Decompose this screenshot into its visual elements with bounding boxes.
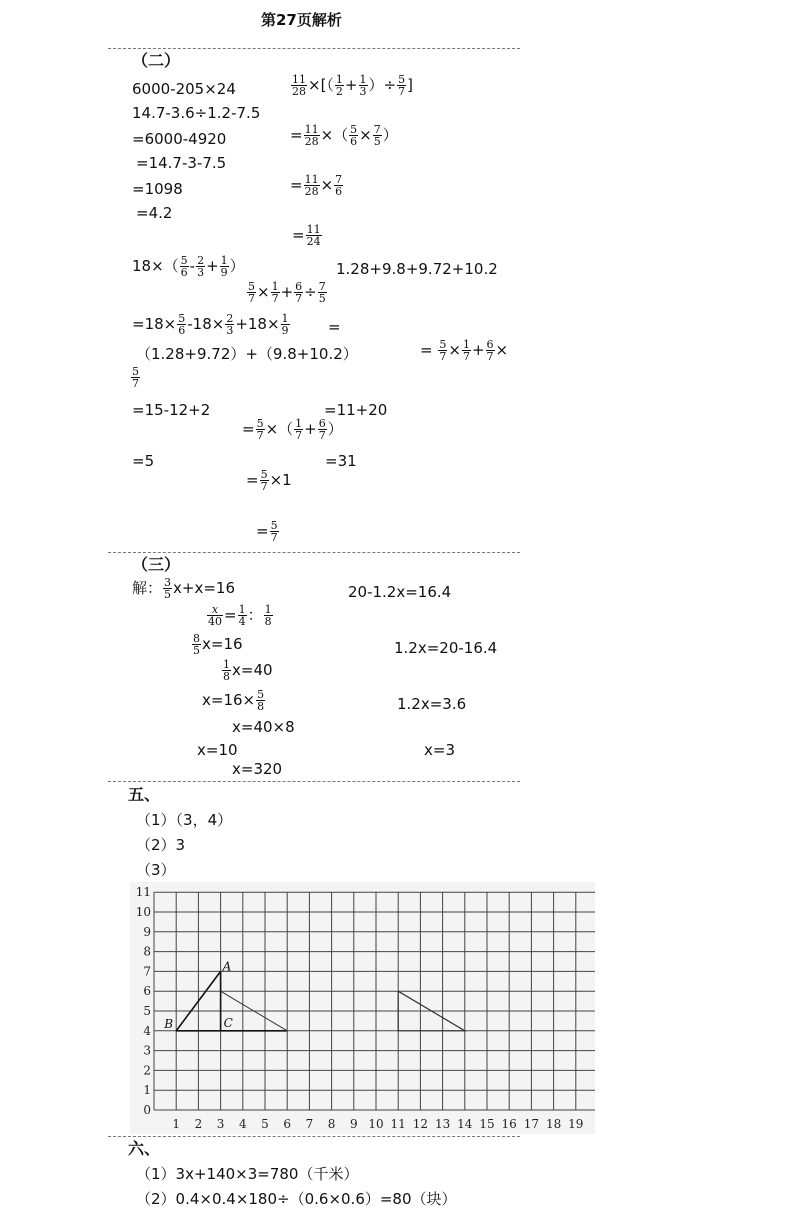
fraction: $\frac{2}{3}$ [226,312,234,337]
fraction: $\frac{1}{2}$ [335,73,343,98]
expr-line: 1.28+9.8+9.72+10.2 [336,260,498,278]
x-tick-label: 6 [283,1117,292,1131]
y-tick-label: 1 [143,1083,151,1098]
x-tick-label: 17 [523,1117,540,1131]
fraction: $\frac{5}{8}$ [257,688,265,713]
fraction: $\frac{1}{4}$ [238,603,246,628]
divider [108,1136,520,1137]
x-tick-label: 7 [305,1117,314,1131]
coordinate-grid-figure [130,882,595,1134]
fraction: $\frac{1}{7}$ [295,417,303,442]
equation-line: 解： $\frac{3}{5}$ x+x=16 [132,576,235,601]
step-line [130,366,141,389]
fraction: $\frac{5}{7}$ [260,468,268,493]
equation-line: 1.2x=20-16.4 [394,639,498,657]
point-label-A: A [222,959,232,974]
y-tick-label: 10 [135,905,151,919]
answer-line: （1）3x+140×3=780（千米） [136,1165,359,1183]
equation-line: x=16× $\frac{5}{8}$ [202,688,265,713]
expr-line: 18×（ $\frac{5}{6}$ - $\frac{2}{3}$ + $\frac{1}{9}$ ） [132,254,245,279]
fraction: $\frac{5}{6}$ [180,254,188,279]
fraction: $\frac{5}{7}$ [248,280,255,305]
fraction: $\frac{7}{6}$ [335,173,343,198]
fraction: $\frac{2}{3}$ [197,254,205,279]
page-title: 第27页解析 [261,11,342,29]
fraction: $\frac{5}{7}$ [256,417,264,442]
section-heading-6: 六、 [128,1139,161,1158]
equation-line: x=320 [232,760,283,778]
y-tick-label: 3 [143,1043,151,1058]
fraction: $\frac{11}{28}$ [304,173,319,198]
section-heading-5: 五、 [128,785,161,804]
divider [108,48,520,49]
section-heading-3: （三） [132,555,181,574]
y-tick-label: 4 [143,1023,151,1038]
answer-line: （2）0.4×0.4×180÷（0.6×0.6）=80（块） [136,1190,457,1208]
fraction: $\frac{6}{7}$ [295,280,303,305]
y-tick-label: 0 [143,1103,151,1117]
step-line: = $\frac{11}{28}$ ×（ $\frac{5}{6}$ × $\frac{7}{5}$ ） [290,123,398,148]
step-line: =11+20 [324,401,388,419]
y-tick-label: 8 [143,944,151,959]
y-tick-label: 7 [143,964,151,979]
x-tick-label: 3 [216,1117,225,1131]
x-tick-label: 13 [434,1117,451,1131]
point-label-B: B [164,1016,174,1031]
fraction: $\frac{1}{3}$ [359,73,367,98]
fraction: $\frac{5}{7}$ [398,73,406,98]
step-line: = $\frac{11}{24}$ [292,223,321,248]
x-tick-label: 16 [501,1117,517,1131]
point-label-C: C [223,1015,233,1030]
x-tick-label: 10 [368,1117,384,1131]
fraction: $\frac{1}{8}$ [223,658,230,683]
x-tick-label: 14 [457,1117,473,1131]
step-line: = [328,318,341,336]
fraction: $\frac{6}{7}$ [486,338,494,363]
y-tick-label: 9 [143,924,151,939]
fraction: $\frac{11}{28}$ [304,123,319,148]
step-line: = $\frac{11}{28}$ × $\frac{7}{6}$ [290,173,343,198]
expr-line: 6000-205×24 [132,80,236,98]
fraction: $\frac{1}{7}$ [462,338,470,363]
equation-line: x=3 [424,741,455,759]
equation-line: x=40×8 [232,718,295,736]
fraction: $\frac{3}{5}$ [164,576,172,601]
fraction: $\frac{1}{9}$ [220,254,228,279]
fraction: $\frac{x}{40}$ [208,603,222,628]
equation-line: 20-1.2x=16.4 [348,583,452,601]
fraction: $\frac{11}{24}$ [306,223,321,248]
step-line: = $\frac{5}{7}$ × $\frac{1}{7}$ + $\frac{6}{7}$ × [420,338,509,363]
divider [108,552,520,553]
x-tick-label: 19 [568,1117,584,1131]
x-tick-label: 4 [238,1117,247,1131]
fraction: $\frac{5}{7}$ [132,365,139,390]
x-tick-label: 1 [172,1117,181,1131]
answer-line: （1）（3，4） [136,811,233,829]
step-line: = $\frac{5}{7}$ ×（ $\frac{1}{7}$ + $\frac{6}{7}$ ） [242,417,343,442]
expr-line: $\frac{5}{7}$ × $\frac{1}{7}$ + $\frac{6}{7}$ ÷ $\frac{7}{5}$ [248,280,326,305]
fraction: $\frac{7}{5}$ [373,123,381,148]
step-line: =18× $\frac{5}{6}$ -18× $\frac{2}{3}$ +18× $\frac{1}{9}$ [132,312,289,337]
step-line: =1098 [132,180,183,198]
step-line: =31 [325,452,357,470]
y-tick-label: 5 [143,1004,151,1018]
expr-line: 14.7-3.6÷1.2-7.5 [132,104,261,122]
x-tick-label: 5 [261,1117,269,1131]
grid-background [130,882,595,1134]
fraction: $\frac{7}{5}$ [318,280,326,305]
step-line: =5 [132,452,155,470]
fraction: $\frac{5}{7}$ [439,338,447,363]
x-tick-label: 12 [412,1117,429,1131]
fraction: $\frac{5}{6}$ [350,123,358,148]
step-line: =4.2 [136,204,173,222]
y-tick-label: 11 [135,885,151,900]
answer-line: （3） [136,861,176,879]
x-tick-label: 15 [479,1117,495,1131]
step-line: =6000-4920 [132,130,227,148]
x-tick-label: 18 [545,1117,562,1131]
step-line: =15-12+2 [132,401,211,419]
step-line: = $\frac{5}{7}$ [256,519,278,544]
equation-line: 1.2x=3.6 [397,695,467,713]
fraction: $\frac{1}{8}$ [264,603,272,628]
fraction: $\frac{6}{7}$ [318,417,326,442]
answer-line: （2）3 [136,836,186,854]
equation-line: $\frac{8}{5}$ x=16 [193,632,243,657]
fraction: $\frac{8}{5}$ [193,632,200,657]
fraction: $\frac{5}{6}$ [178,312,186,337]
divider [108,781,520,782]
y-tick-label: 2 [143,1063,151,1078]
equation-line: x=10 [197,741,238,759]
x-tick-label: 9 [349,1117,358,1131]
x-tick-label: 2 [194,1117,203,1131]
x-tick-label: 8 [327,1117,336,1131]
y-tick-label: 6 [143,984,151,999]
fraction: $\frac{1}{7}$ [271,280,279,305]
fraction: $\frac{11}{28}$ [292,73,306,98]
fraction: $\frac{5}{7}$ [270,519,278,544]
step-line: （1.28+9.72）+（9.8+10.2） [136,345,358,363]
equation-line: $\frac{1}{8}$ x=40 [223,658,273,683]
fraction: $\frac{1}{9}$ [281,312,289,337]
x-tick-label: 11 [390,1117,406,1131]
expr-line: $\frac{11}{28}$ ×[（ $\frac{1}{2}$ + $\frac{1}{3}$ ）÷ $\frac{5}{7}$ ] [292,73,413,98]
equation-line: $\frac{x}{40}$ = $\frac{1}{4}$ ： $\frac{1}{8}$ [208,603,272,628]
step-line: =14.7-3-7.5 [136,154,227,172]
step-line: = $\frac{5}{7}$ ×1 [246,468,292,493]
section-heading-2: （二） [132,51,181,70]
